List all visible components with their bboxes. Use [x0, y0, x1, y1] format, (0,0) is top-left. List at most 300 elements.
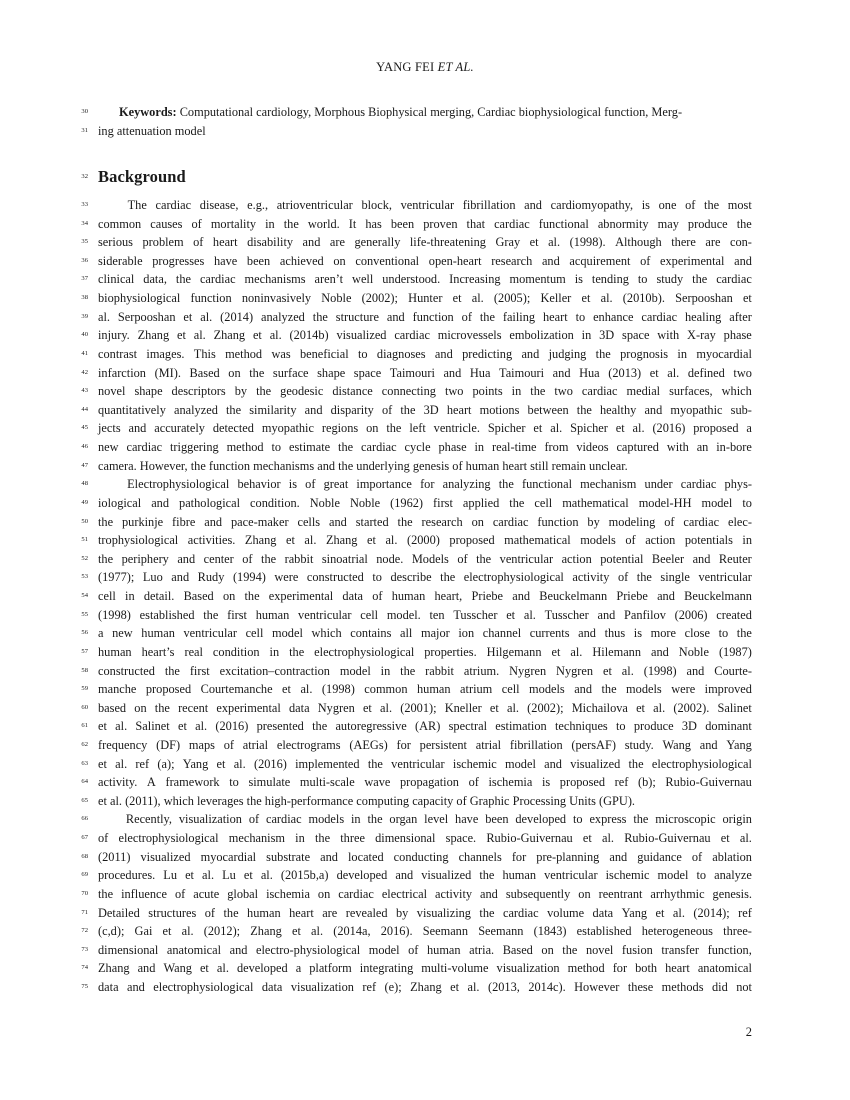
text-line: [0, 401, 850, 420]
word: ventricular: [698, 570, 752, 585]
line-number: 66: [81, 815, 88, 823]
word: first: [227, 607, 247, 622]
line-text: [98, 494, 752, 513]
word: cardiac: [680, 477, 717, 492]
word: abnormity: [597, 216, 649, 231]
text-line: [0, 494, 850, 513]
text-line: [0, 643, 850, 662]
line-text: [98, 475, 752, 494]
word: Zhang: [98, 961, 130, 976]
text-line: [0, 270, 850, 289]
word: et: [489, 700, 499, 715]
word: rabbit: [425, 663, 454, 678]
word: arrhythmic: [650, 886, 705, 901]
word: myocardial: [200, 849, 257, 864]
word: Rubio-Guivernau: [486, 831, 573, 846]
word: the: [98, 551, 114, 566]
word: influence: [121, 886, 167, 901]
line-text: [98, 606, 752, 625]
word: Beeler: [651, 551, 685, 566]
word: research: [491, 253, 533, 268]
word: of: [98, 831, 109, 846]
word: Noble: [678, 644, 709, 659]
line-text: [98, 568, 752, 587]
word: The: [127, 198, 147, 212]
word: center: [203, 551, 234, 566]
line-number: 48: [81, 480, 88, 488]
word: to: [575, 309, 586, 324]
word: block,: [361, 198, 392, 212]
word: Lu: [163, 868, 178, 883]
word: is: [641, 198, 650, 212]
word: proven: [423, 216, 458, 231]
word: fibrillation: [509, 737, 563, 752]
word: et: [533, 421, 543, 436]
word: multi-scale: [299, 775, 355, 790]
word: (1962): [390, 495, 424, 510]
word: disparity: [330, 402, 374, 417]
word: and: [480, 886, 498, 901]
word: presented: [256, 719, 304, 734]
line-text: [98, 941, 752, 960]
word: both: [635, 961, 658, 976]
word: in: [474, 440, 485, 455]
word: visualized: [421, 868, 472, 883]
word: and: [229, 942, 248, 957]
word: which: [721, 384, 752, 399]
word: ten: [429, 607, 445, 622]
word: al.: [311, 924, 324, 939]
word: Keller: [540, 291, 572, 306]
word: common: [364, 682, 408, 697]
word: myopathic: [670, 402, 723, 417]
word: and: [544, 756, 562, 771]
word: judging: [548, 346, 587, 361]
word: have: [213, 253, 238, 268]
word: (persAF): [571, 737, 616, 752]
word: dominant: [705, 719, 752, 734]
text-line: [0, 848, 850, 867]
word: Electrophysiological: [127, 477, 230, 492]
word: the: [692, 272, 708, 287]
word: aren’t: [314, 272, 344, 287]
word: noninvasively: [241, 291, 312, 306]
word: contains: [350, 626, 392, 641]
word: experimental: [660, 253, 725, 268]
line-text: [98, 848, 752, 867]
word: organ: [389, 812, 418, 827]
line-number: 74: [81, 964, 88, 972]
word: problem: [142, 235, 184, 250]
text-line: [0, 922, 850, 941]
word: mechanisms: [244, 272, 306, 287]
word: et: [582, 831, 592, 846]
word: clinical: [98, 272, 135, 287]
word: research: [421, 514, 463, 529]
word: these: [627, 980, 654, 995]
word: Seemann: [422, 924, 469, 939]
word: common: [98, 216, 142, 231]
word: Nygren: [317, 700, 355, 715]
word: did: [711, 980, 728, 995]
word: function: [537, 514, 579, 529]
word: Salinet: [717, 700, 752, 715]
word: atrial: [475, 737, 502, 752]
word: microvessels: [437, 328, 502, 343]
word: al.: [260, 868, 273, 883]
word: properties.: [424, 644, 477, 659]
word: two: [554, 384, 573, 399]
word: with: [657, 328, 680, 343]
line-number: 51: [81, 536, 88, 544]
word: estimation: [495, 719, 547, 734]
word: cardiac: [716, 272, 752, 287]
word: Tusscher: [544, 607, 589, 622]
word: of: [242, 551, 253, 566]
word: (b);: [637, 775, 656, 790]
word: on: [471, 514, 484, 529]
word: the: [338, 440, 354, 455]
word: al.: [98, 309, 110, 324]
word: disability: [247, 235, 294, 250]
line-text: [98, 885, 752, 904]
line-number: 61: [81, 722, 88, 730]
word: wave: [364, 775, 391, 790]
word: the: [736, 216, 752, 231]
word: from: [544, 440, 569, 455]
word: connecting: [381, 384, 436, 399]
word: framework: [165, 775, 220, 790]
word: (2011): [98, 849, 131, 864]
word: on: [541, 942, 554, 957]
word: visualizing: [416, 905, 471, 920]
word: cardiac: [265, 812, 302, 827]
word: (2006): [674, 607, 708, 622]
word: et: [183, 309, 193, 324]
word: cardiac: [502, 905, 539, 920]
line-text: [98, 215, 752, 234]
line-text: [98, 829, 752, 848]
word: cardiac: [126, 440, 163, 455]
word: and: [443, 365, 462, 380]
word: autoregressive: [335, 719, 407, 734]
word: Beuckelmann: [539, 589, 608, 604]
text-line: [0, 959, 850, 978]
word: enhance: [593, 309, 634, 324]
word: al.: [523, 607, 536, 622]
word: potential: [600, 551, 644, 566]
word: generally: [354, 235, 401, 250]
word: developed: [515, 812, 567, 827]
word: mechanism: [228, 831, 285, 846]
word: the: [636, 570, 652, 585]
word: (2013): [608, 365, 642, 380]
word: cardiac: [494, 216, 530, 231]
text-line: [0, 196, 850, 215]
text-line: [0, 364, 850, 383]
line-number: 75: [81, 983, 88, 991]
word: et: [291, 924, 301, 939]
word: started: [355, 514, 389, 529]
word: are: [322, 905, 338, 920]
word: tending: [591, 272, 629, 287]
word: is: [288, 477, 297, 492]
word: fibrillation: [462, 198, 516, 212]
word: (2014): [220, 309, 254, 324]
keywords-label: Keywords:: [119, 105, 177, 119]
word: Lu: [222, 868, 236, 883]
text-line: [0, 419, 850, 438]
word: ischemia: [266, 886, 310, 901]
word: siderable: [98, 253, 143, 268]
line-number: 62: [81, 740, 88, 748]
text-line: [0, 215, 850, 234]
word: by: [587, 514, 600, 529]
word: the: [530, 384, 546, 399]
word: et: [615, 421, 625, 436]
word: Rubio-Guivernau: [665, 775, 752, 790]
word: the: [601, 682, 617, 697]
word: causes: [150, 216, 183, 231]
word: novel: [585, 942, 614, 957]
line-number: 37: [81, 275, 88, 283]
word: reentrant: [598, 886, 643, 901]
line-text: [98, 736, 752, 755]
word: channels: [458, 849, 502, 864]
word: al.: [739, 831, 752, 846]
word: well: [352, 272, 374, 287]
line-text: [98, 419, 752, 438]
word: Luo: [142, 570, 163, 585]
line-text: [98, 196, 752, 215]
word: are: [329, 235, 345, 250]
word: et: [185, 868, 194, 883]
word: model: [701, 495, 733, 510]
text-line: [0, 531, 850, 550]
word: to: [637, 272, 648, 287]
word: motions: [479, 402, 520, 417]
word: have: [455, 812, 479, 827]
word: et: [177, 719, 187, 734]
word: data: [98, 980, 119, 995]
word: to: [572, 812, 583, 827]
word: real-time: [491, 440, 537, 455]
word: ischemic: [452, 756, 497, 771]
word: et: [506, 607, 516, 622]
word: Based: [189, 365, 220, 380]
text-line: [0, 103, 850, 122]
word: to: [372, 570, 382, 585]
word: sub-: [730, 402, 752, 417]
word: activity: [435, 886, 473, 901]
line-number: 68: [81, 852, 88, 860]
word: Zhang: [410, 980, 442, 995]
line-text: [98, 773, 752, 792]
word: condition.: [250, 495, 300, 510]
word: ventricle.: [433, 421, 480, 436]
line-number: 38: [81, 294, 88, 302]
line-text: [98, 624, 752, 643]
word: model-HH: [638, 495, 692, 510]
word: study: [656, 272, 684, 287]
word: function: [190, 291, 232, 306]
word: It: [348, 216, 357, 231]
word: understood.: [382, 272, 441, 287]
word: ref: [614, 775, 629, 790]
word: in: [380, 663, 391, 678]
line-number: 40: [81, 331, 88, 339]
word: (c,d);: [98, 924, 125, 939]
word: for: [396, 737, 411, 752]
word: importance: [356, 477, 412, 492]
text-line: [0, 587, 850, 606]
word: data: [342, 589, 363, 604]
word: and: [171, 570, 190, 585]
word: Zhang: [325, 533, 358, 548]
word: of: [457, 551, 468, 566]
word: real: [184, 644, 203, 659]
word: most: [727, 198, 752, 212]
word: and: [524, 198, 542, 212]
word: manche: [98, 682, 137, 697]
word: ischemia: [488, 775, 533, 790]
word: the: [249, 365, 265, 380]
word: two: [444, 384, 464, 399]
word: global: [227, 886, 259, 901]
word: electrograms: [276, 737, 341, 752]
word: cardiomyopathy,: [550, 198, 634, 212]
word: Taimouri: [499, 365, 545, 380]
word: biophysiological: [98, 291, 181, 306]
word: based: [98, 700, 127, 715]
word: (2014a,: [333, 924, 371, 939]
word: the: [164, 663, 180, 678]
word: on: [134, 700, 147, 715]
word: model: [505, 756, 536, 771]
word: ventricular: [391, 756, 445, 771]
word: implemented: [295, 756, 360, 771]
line-number: 46: [81, 443, 88, 451]
word: potentials: [684, 533, 733, 548]
word: were: [671, 682, 696, 697]
word: experimental: [268, 589, 334, 604]
word: substrate: [266, 849, 311, 864]
word: phase: [723, 328, 752, 343]
page-title: Background: [98, 167, 186, 186]
word: visualization: [178, 812, 242, 827]
word: the: [562, 942, 578, 957]
word: al.: [385, 533, 398, 548]
word: by: [234, 384, 248, 399]
line-number: 52: [81, 554, 88, 562]
word: been: [485, 812, 509, 827]
word: of: [191, 216, 202, 231]
word: defined: [687, 365, 725, 380]
word: improved: [704, 682, 752, 697]
line-number: 47: [81, 461, 88, 469]
word: ref: [135, 756, 150, 771]
line-text: [98, 513, 752, 532]
line-number: 45: [81, 424, 88, 432]
word: medial: [626, 384, 661, 399]
word: recent: [178, 700, 209, 715]
line-text: [98, 438, 752, 457]
line-text: [98, 270, 752, 289]
word: behavior: [237, 477, 281, 492]
word: This: [193, 346, 216, 361]
word: (2005);: [493, 291, 531, 306]
word: ablation: [712, 849, 752, 864]
line-text: [98, 252, 752, 271]
word: the: [704, 198, 720, 212]
word: purkinje: [122, 514, 164, 529]
word: visualized: [570, 756, 621, 771]
word: et: [282, 682, 291, 697]
word: the: [479, 905, 495, 920]
word: et: [252, 328, 262, 343]
word: of: [617, 570, 629, 585]
word: serious: [98, 235, 133, 250]
word: may: [657, 216, 679, 231]
text-line: [0, 662, 850, 681]
word: for: [511, 849, 527, 864]
line-text: [98, 308, 752, 327]
running-header: [0, 60, 850, 75]
word: of: [248, 812, 260, 827]
word: the: [283, 216, 299, 231]
text-line: [0, 792, 850, 811]
word: in: [269, 644, 280, 659]
word: the: [175, 272, 191, 287]
word: analyzing: [442, 477, 491, 492]
word: et: [176, 328, 186, 343]
word: et: [742, 291, 752, 306]
word: describe: [390, 570, 432, 585]
word: model: [368, 942, 400, 957]
text-line: [0, 866, 850, 885]
word: cell: [360, 607, 379, 622]
word: and: [609, 849, 628, 864]
word: and: [128, 421, 147, 436]
word: of: [174, 886, 186, 901]
word: developed: [336, 868, 388, 883]
word: and: [692, 551, 711, 566]
word: all: [400, 626, 413, 641]
word: the: [261, 551, 277, 566]
word: and: [304, 402, 323, 417]
word: the: [154, 700, 170, 715]
word: method: [225, 346, 263, 361]
word: of: [381, 402, 393, 417]
word: distance: [332, 384, 373, 399]
word: 3D: [423, 402, 439, 417]
word: an: [696, 440, 709, 455]
word: Increasing: [449, 272, 501, 287]
text-line: [0, 680, 850, 699]
word: of: [625, 533, 636, 548]
text-line: [0, 606, 850, 625]
word: injury.: [98, 328, 130, 343]
word: guidance: [637, 849, 682, 864]
word: heart: [289, 905, 314, 920]
word: the: [397, 514, 413, 529]
word: ion: [458, 626, 475, 641]
word: the: [509, 495, 525, 510]
text-line: [0, 326, 850, 345]
word: and: [699, 737, 718, 752]
line-number: 30: [81, 108, 88, 115]
word: the: [314, 831, 331, 846]
